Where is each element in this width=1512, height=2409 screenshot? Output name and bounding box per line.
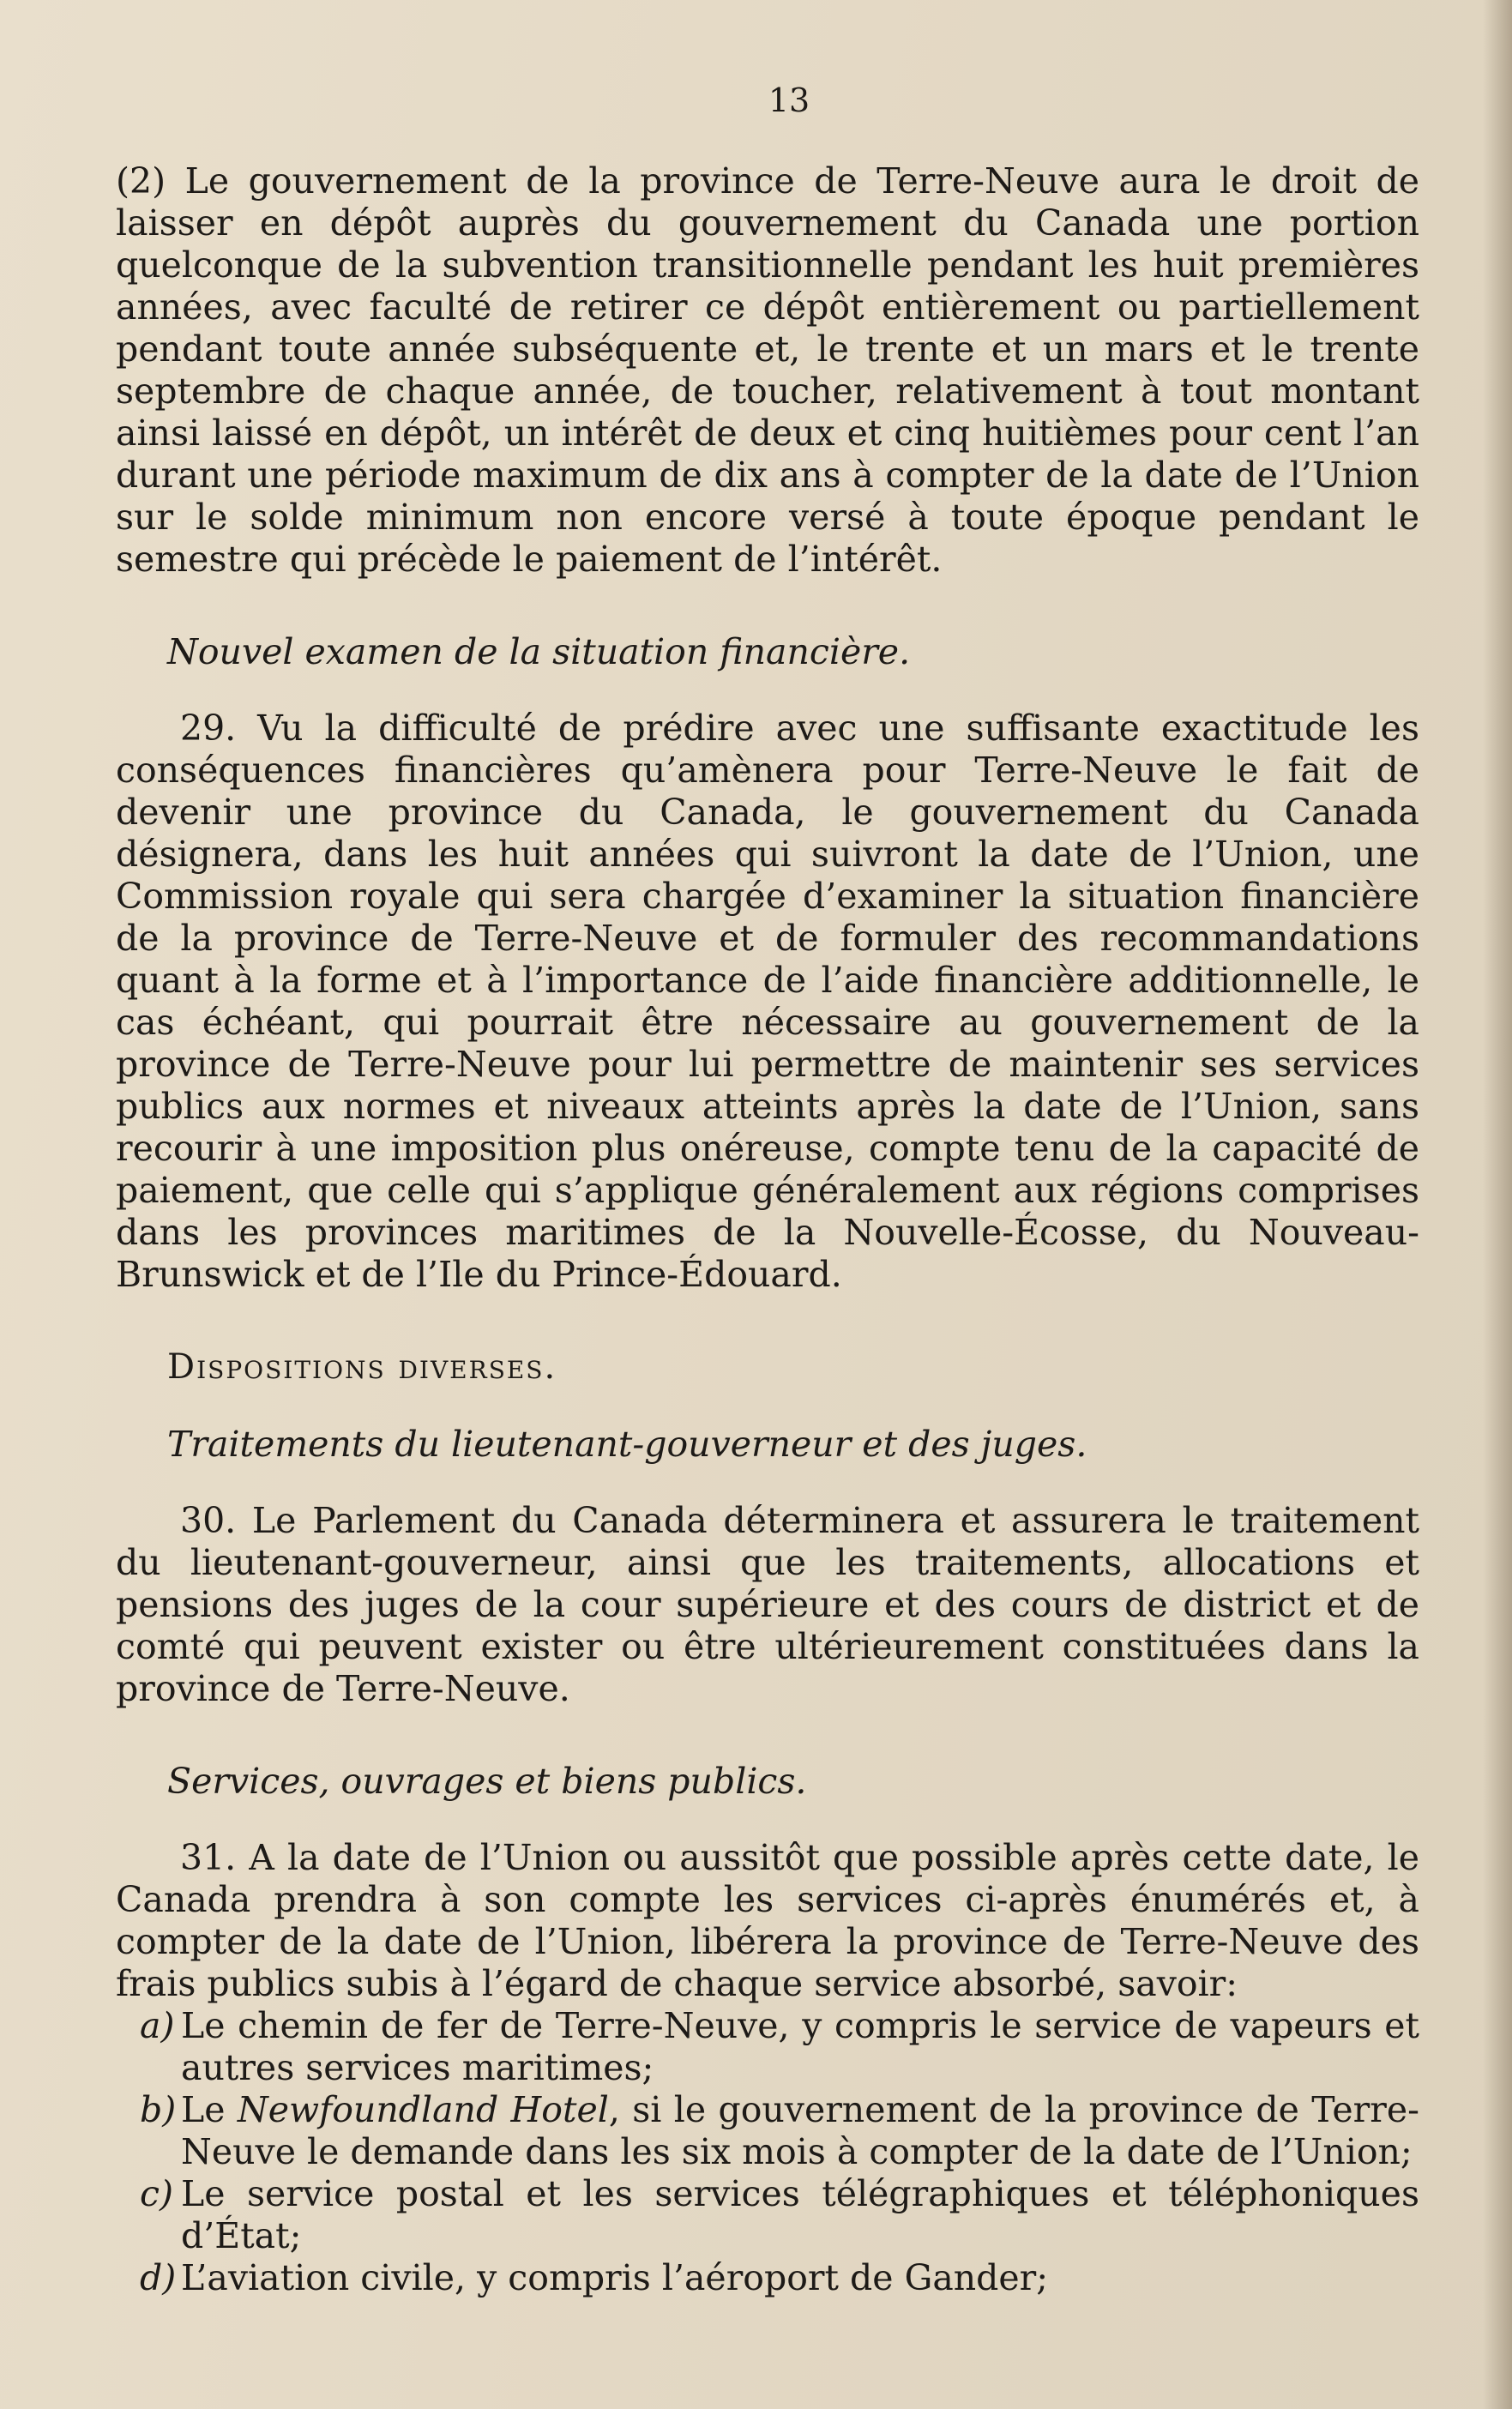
page-edge-shadow bbox=[1483, 0, 1512, 2409]
list-item-text-italic: Newfoundland Hotel bbox=[237, 2089, 609, 2130]
list-marker: c) bbox=[140, 2173, 173, 2214]
list-item-d bbox=[116, 2257, 1419, 2299]
heading-traitements: Traitements du lieutenant-gouverneur et des juges. bbox=[167, 1424, 1087, 1465]
list-item-text: Le chemin de fer de Terre-Neuve, y compris le service de vapeurs et autres services maritimes; bbox=[181, 2005, 1419, 2088]
document-page bbox=[116, 81, 1419, 2299]
paragraph-29: 29. Vu la difficulté de prédire avec une suffisante exactitude les conséquences financières qu’amènera pour Terre-Neuve le fait de devenir une province du Canada, le gouvernement du Canada désignera, dans les huit années qui suivront la date de l’Union, une Commission royale qui sera chargée d’examiner la situation financière de la province de Terre-Neuve et de formuler des recommandations quant à la forme et à l’importance de l’aide financière additionnelle, le cas échéant, qui pourrait être nécessaire au gouvernement de la province de Terre-Neuve pour lui permettre de maintenir ses services publics aux normes et niveaux atteints après la date de l’Union, sans recourir à une imposition plus onéreuse, compte tenu de la capacité de paiement, que celle qui s’applique généralement aux régions comprises dans les provinces maritimes de la Nouvelle-Écosse, du Nouveau-Brunswick et de l’Ile du Prince-Édouard. bbox=[116, 708, 1419, 1295]
paragraph-28-2: (2) Le gouvernement de la province de Terre-Neuve aura le droit de laisser en dépôt auprès du gouvernement du Canada une portion quelconque de la subvention transitionnelle pendant les huit premières années, avec faculté de retirer ce dépôt entièrement ou partiellement pendant toute année subséquente et, le trente et un mars et le trente septembre de chaque année, de toucher, relativement à tout montant ainsi laissé en dépôt, un intérêt de deux et cinq huitièmes pour cent l’an durant une période maximum de dix ans à compter de la date de l’Union sur le solde minimum non encore versé à toute époque pendant le semestre qui précède le paiement de l’intérêt. bbox=[116, 160, 1419, 580]
list-marker: a) bbox=[140, 2005, 175, 2046]
paragraph-31: 31. A la date de l’Union ou aussitôt que possible après cette date, le Canada prendra à son compte les services ci-après énumérés et, à compter de la date de l’Union, libérera la province de Terre-Neuve des frais publics subis à l’égard de chaque service absorbé, savoir: bbox=[116, 1837, 1419, 2004]
page-number: 13 bbox=[768, 81, 810, 119]
list-item-c bbox=[116, 2173, 1419, 2257]
list-item-a bbox=[116, 2005, 1419, 2089]
list-marker: d) bbox=[140, 2257, 177, 2298]
list-item-text-after: , si le gouvernement de la province de Terre-Neuve le demande dans les six mois à compter de la date de l’Union; bbox=[181, 2089, 1419, 2172]
paragraph-30: 30. Le Parlement du Canada déterminera et assurera le traitement du lieutenant-gouverneur, ainsi que les traitements, allocations et pensions des juges de la cour supérieure et des cours de district et de comté qui peuvent exister ou être ultérieurement constituées dans la province de Terre-Neuve. bbox=[116, 1500, 1419, 1709]
list-item-text: L’aviation civile, y compris l’aéroport de Gander; bbox=[181, 2257, 1049, 2298]
list-marker: b) bbox=[140, 2089, 177, 2130]
heading-services-publics: Services, ouvrages et biens publics. bbox=[167, 1761, 807, 1802]
heading-nouvel-examen: Nouvel examen de la situation financière. bbox=[167, 631, 911, 672]
list-item-text: Le service postal et les services télégraphiques et téléphoniques d’État; bbox=[181, 2173, 1419, 2256]
list-item-text-before: Le bbox=[181, 2089, 238, 2130]
list-item-b bbox=[116, 2089, 1419, 2173]
section-heading-dispositions: Dispositions diverses. bbox=[167, 1347, 557, 1387]
